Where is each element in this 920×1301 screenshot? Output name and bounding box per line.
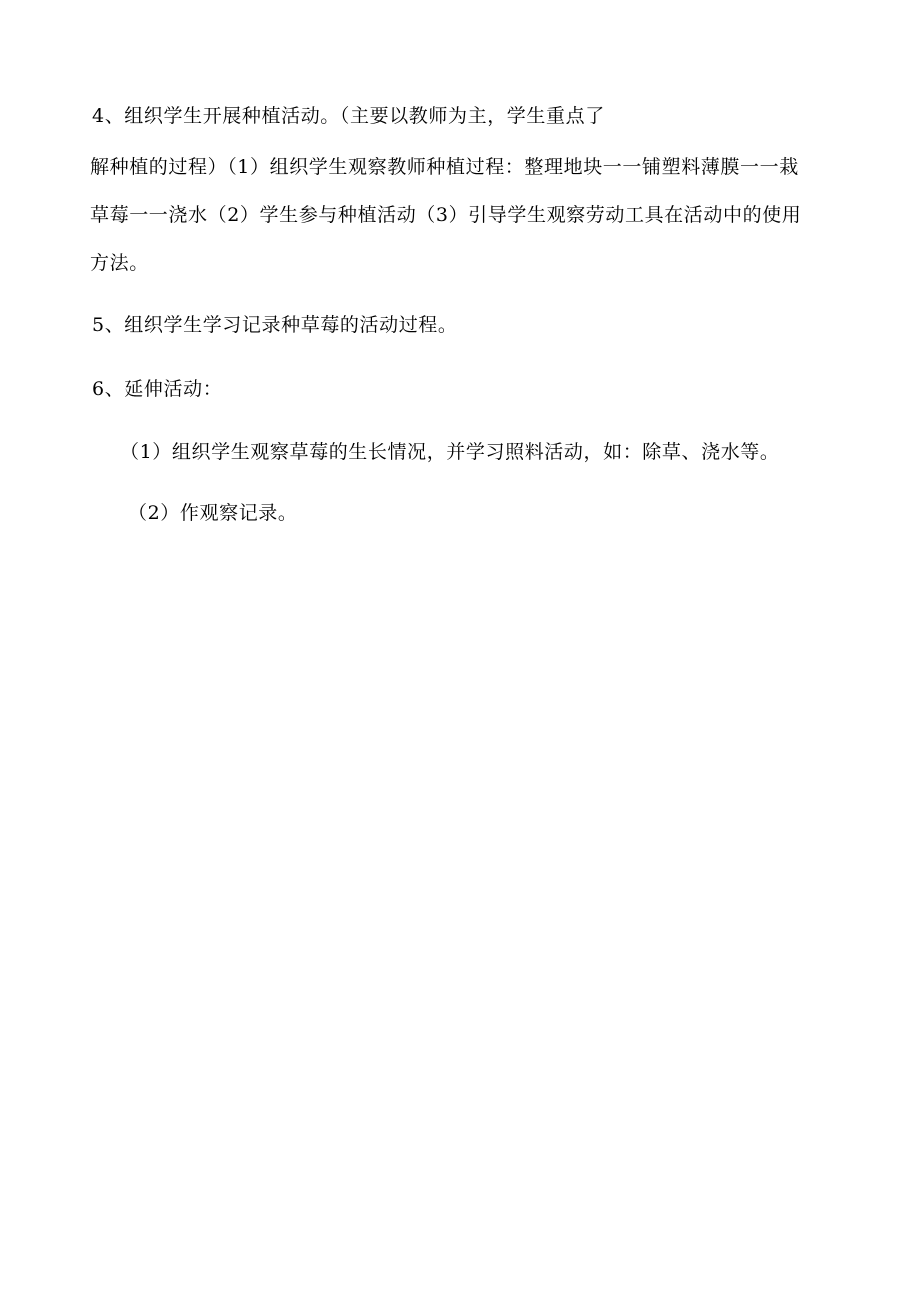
- item-5-paragraph: 5、组织学生学习记录种草莓的活动过程。: [92, 314, 458, 336]
- item-6-heading: 6、延伸活动：: [92, 378, 223, 400]
- item-6-sub-2: （2）作观察记录。: [128, 502, 298, 524]
- item-4-line-3: 草莓一一浇水（2）学生参与种植活动（3）引导学生观察劳动工具在活动中的使用: [90, 204, 802, 226]
- item-4-line-2: 解种植的过程）（1）组织学生观察教师种植过程：整理地块一一铺塑料薄膜一一栽: [90, 156, 799, 178]
- item-4-line-1: 4、组织学生开展种植活动。（主要以教师为主，学生重点了: [92, 105, 605, 127]
- item-4-line-4: 方法。: [90, 252, 149, 274]
- item-6-sub-1: （1）组织学生观察草莓的生长情况，并学习照料活动，如：除草、浇水等。: [120, 441, 780, 463]
